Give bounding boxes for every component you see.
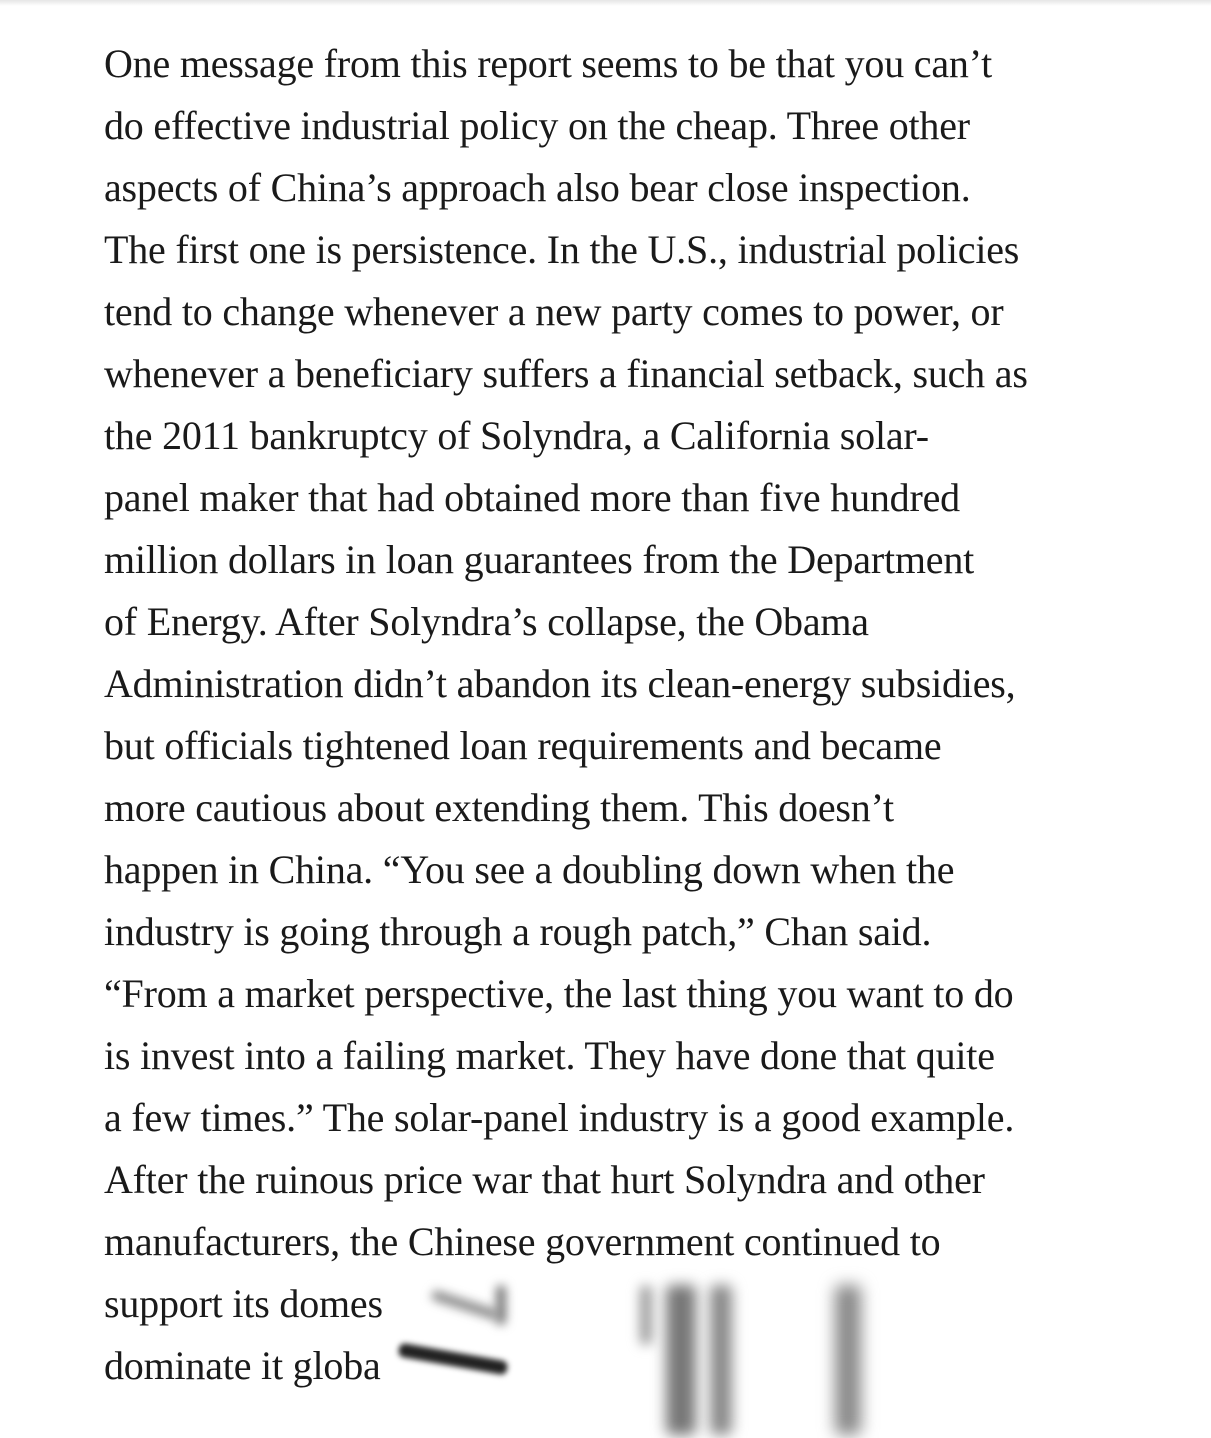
article-line: Administration didn’t abandon its clean-energy subsidies,	[104, 661, 1016, 706]
blur-streak	[835, 1285, 861, 1435]
article-line: aspects of China’s approach also bear close inspection.	[104, 165, 971, 210]
article-line: million dollars in loan guarantees from the Department	[104, 537, 975, 582]
blur-streak	[710, 1285, 732, 1435]
article-body	[104, 33, 1104, 1397]
blur-streak	[496, 1285, 506, 1325]
article-line: The first one is persistence. In the U.S., industrial policies	[104, 227, 1020, 272]
article-line: After the ruinous price war that hurt Solyndra and other	[104, 1157, 985, 1202]
top-edge-shadow	[0, 0, 1211, 6]
article-line: the 2011 bankruptcy of Solyndra, a California solar-	[104, 413, 929, 458]
article-line: manufacturers, the Chinese government continued to	[104, 1219, 941, 1264]
article-line: support its domes	[104, 1281, 383, 1326]
article-line: of Energy. After Solyndra’s collapse, the Obama	[104, 599, 869, 644]
article-line: more cautious about extending them. This doesn’t	[104, 785, 894, 830]
article-line: a few times.” The solar-panel industry is a good example.	[104, 1095, 1015, 1140]
blur-streak	[666, 1285, 696, 1435]
article-line: do effective industrial policy on the cheap. Three other	[104, 103, 970, 148]
article-line: but officials tightened loan requirements and became	[104, 723, 942, 768]
article-line: One message from this report seems to be that you can’t	[104, 41, 993, 86]
article-line: happen in China. “You see a doubling down when the	[104, 847, 955, 892]
article-line: dominate it globa	[104, 1343, 381, 1388]
blur-streak	[640, 1285, 652, 1345]
article-line: is invest into a failing market. They have done that quite	[104, 1033, 995, 1078]
article-line: panel maker that had obtained more than five hundred	[104, 475, 960, 520]
article-line: tend to change whenever a new party comes to power, or	[104, 289, 1004, 334]
article-line: “From a market perspective, the last thing you want to do	[104, 971, 1014, 1016]
article-line: industry is going through a rough patch,” Chan said.	[104, 909, 932, 954]
article-line: whenever a beneficiary suffers a financial setback, such as	[104, 351, 1028, 396]
